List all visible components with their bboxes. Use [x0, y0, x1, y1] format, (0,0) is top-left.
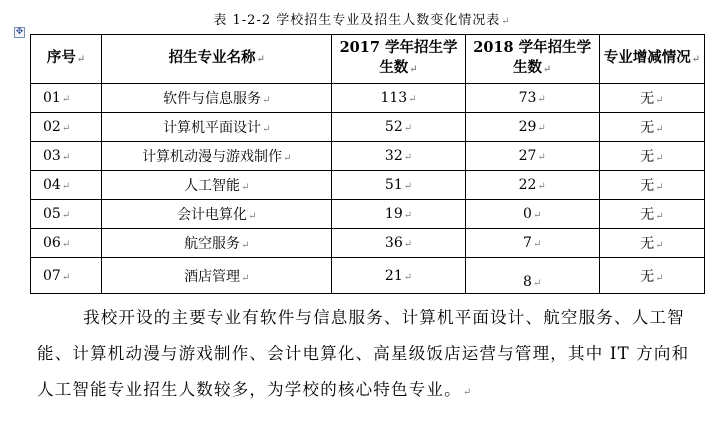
header-major: 招生专业名称↵ — [102, 35, 332, 84]
enrollment-table — [30, 34, 705, 294]
header-change: 专业增减情况↵ — [599, 35, 704, 84]
paragraph-mark-icon: ↵ — [537, 181, 546, 192]
paragraph-mark-icon: ↵ — [262, 124, 271, 135]
header-no: 序号↵ — [31, 35, 102, 84]
paragraph-mark-icon: ↵ — [61, 210, 71, 221]
paragraph-mark-icon: ↵ — [241, 240, 250, 251]
paragraph-mark-icon: ↵ — [655, 95, 664, 106]
paragraph-mark-icon: ↵ — [501, 16, 511, 27]
enroll-2018-cell: 22↵ — [465, 171, 599, 200]
move-handle-icon[interactable]: ✥ — [15, 27, 24, 37]
paragraph-mark-icon: ↵ — [537, 152, 546, 163]
major-name-cell: 计算机平面设计↵ — [102, 113, 332, 142]
major-name-cell: 酒店管理↵ — [102, 258, 332, 294]
paragraph-mark-icon: ↵ — [462, 387, 473, 398]
body-paragraph — [37, 300, 697, 411]
paragraph-mark-icon: ↵ — [256, 54, 265, 65]
paragraph-mark-icon: ↵ — [403, 271, 413, 283]
paragraph-mark-icon: ↵ — [532, 210, 542, 221]
paragraph-mark-icon: ↵ — [655, 272, 664, 284]
paragraph-mark-icon: ↵ — [241, 272, 250, 284]
change-cell: 无↵ — [599, 113, 704, 142]
paragraph-mark-icon: ↵ — [61, 181, 71, 192]
table-row — [31, 229, 705, 258]
table-caption — [0, 9, 724, 28]
enroll-2018-cell: 29↵ — [465, 113, 599, 142]
major-name-cell: 人工智能↵ — [102, 171, 332, 200]
caption-text: 表 1-2-2 学校招生专业及招生人数变化情况表 — [213, 13, 501, 28]
change-cell: 无↵ — [599, 229, 704, 258]
paragraph-mark-icon: ↵ — [537, 123, 546, 134]
paragraph-mark-icon: ↵ — [283, 153, 292, 164]
table-row — [31, 84, 705, 113]
paragraph-mark-icon: ↵ — [61, 152, 71, 163]
enroll-2018-cell: 8↵ — [465, 258, 599, 294]
enroll-2017-cell: 32↵ — [332, 142, 465, 171]
paragraph-mark-icon: ↵ — [403, 210, 413, 221]
enroll-2017-cell: 52↵ — [332, 113, 465, 142]
paragraph-mark-icon: ↵ — [76, 54, 86, 65]
change-cell: 无↵ — [599, 142, 704, 171]
major-name-cell: 会计电算化↵ — [102, 200, 332, 229]
paragraph-mark-icon: ↵ — [61, 271, 71, 283]
table-row — [31, 258, 705, 294]
paragraph-mark-icon: ↵ — [61, 94, 71, 105]
enroll-2018-cell: 7↵ — [465, 229, 599, 258]
enroll-2017-cell: 113↵ — [332, 84, 465, 113]
enroll-2018-cell: 27↵ — [465, 142, 599, 171]
enroll-2017-cell: 36↵ — [332, 229, 465, 258]
table-row — [31, 113, 705, 142]
row-number-cell: 01↵ — [31, 84, 102, 113]
paragraph-mark-icon: ↵ — [691, 54, 701, 65]
table-row — [31, 200, 705, 229]
paragraph-mark-icon: ↵ — [403, 181, 413, 192]
table-header-row — [31, 35, 705, 84]
paragraph-mark-icon: ↵ — [61, 123, 71, 134]
header-2018: 2018 学年招生学 生数↵ — [465, 35, 599, 84]
paragraph-mark-icon: ↵ — [241, 182, 250, 193]
change-cell: 无↵ — [599, 84, 704, 113]
enroll-2017-cell: 51↵ — [332, 171, 465, 200]
paragraph-mark-icon: ↵ — [655, 240, 664, 251]
row-number-cell: 05↵ — [31, 200, 102, 229]
paragraph-mark-icon: ↵ — [403, 123, 413, 134]
major-name-cell: 航空服务↵ — [102, 229, 332, 258]
paragraph-mark-icon: ↵ — [403, 152, 413, 163]
paragraph-mark-icon: ↵ — [655, 124, 664, 135]
paragraph-text: 我校开设的主要专业有软件与信息服务、计算机平面设计、航空服务、人工智能、计算机动漫与游戏制作、会计电算化、高星级饭店运营与管理，其中 IT 方向和人工智能专业招生人数较多，为学校的核心特色专业。 — [37, 308, 690, 399]
change-cell: 无↵ — [599, 171, 704, 200]
row-number-cell: 02↵ — [31, 113, 102, 142]
table-row — [31, 171, 705, 200]
paragraph-mark-icon: ↵ — [532, 278, 542, 289]
major-name-cell: 软件与信息服务↵ — [102, 84, 332, 113]
paragraph-mark-icon: ↵ — [655, 182, 664, 193]
enroll-2017-cell: 21↵ — [332, 258, 465, 294]
paragraph-mark-icon: ↵ — [248, 211, 257, 222]
paragraph-mark-icon: ↵ — [409, 64, 418, 75]
paragraph-mark-icon: ↵ — [543, 64, 552, 75]
row-number-cell: 07↵ — [31, 258, 102, 294]
header-2017: 2017 学年招生学 生数↵ — [332, 35, 465, 84]
enroll-2018-cell: 73↵ — [465, 84, 599, 113]
major-name-cell: 计算机动漫与游戏制作↵ — [102, 142, 332, 171]
paragraph-mark-icon: ↵ — [262, 95, 271, 106]
enroll-2018-cell: 0↵ — [465, 200, 599, 229]
enroll-2017-cell: 19↵ — [332, 200, 465, 229]
change-cell: 无↵ — [599, 258, 704, 294]
paragraph-mark-icon: ↵ — [532, 239, 542, 250]
paragraph-mark-icon: ↵ — [408, 94, 417, 105]
row-number-cell: 04↵ — [31, 171, 102, 200]
paragraph-mark-icon: ↵ — [655, 211, 664, 222]
paragraph-mark-icon: ↵ — [61, 239, 71, 250]
row-number-cell: 03↵ — [31, 142, 102, 171]
change-cell: 无↵ — [599, 200, 704, 229]
table-row — [31, 142, 705, 171]
paragraph-mark-icon: ↵ — [655, 153, 664, 164]
paragraph-mark-icon: ↵ — [403, 239, 413, 250]
paragraph-mark-icon: ↵ — [537, 94, 546, 105]
row-number-cell: 06↵ — [31, 229, 102, 258]
